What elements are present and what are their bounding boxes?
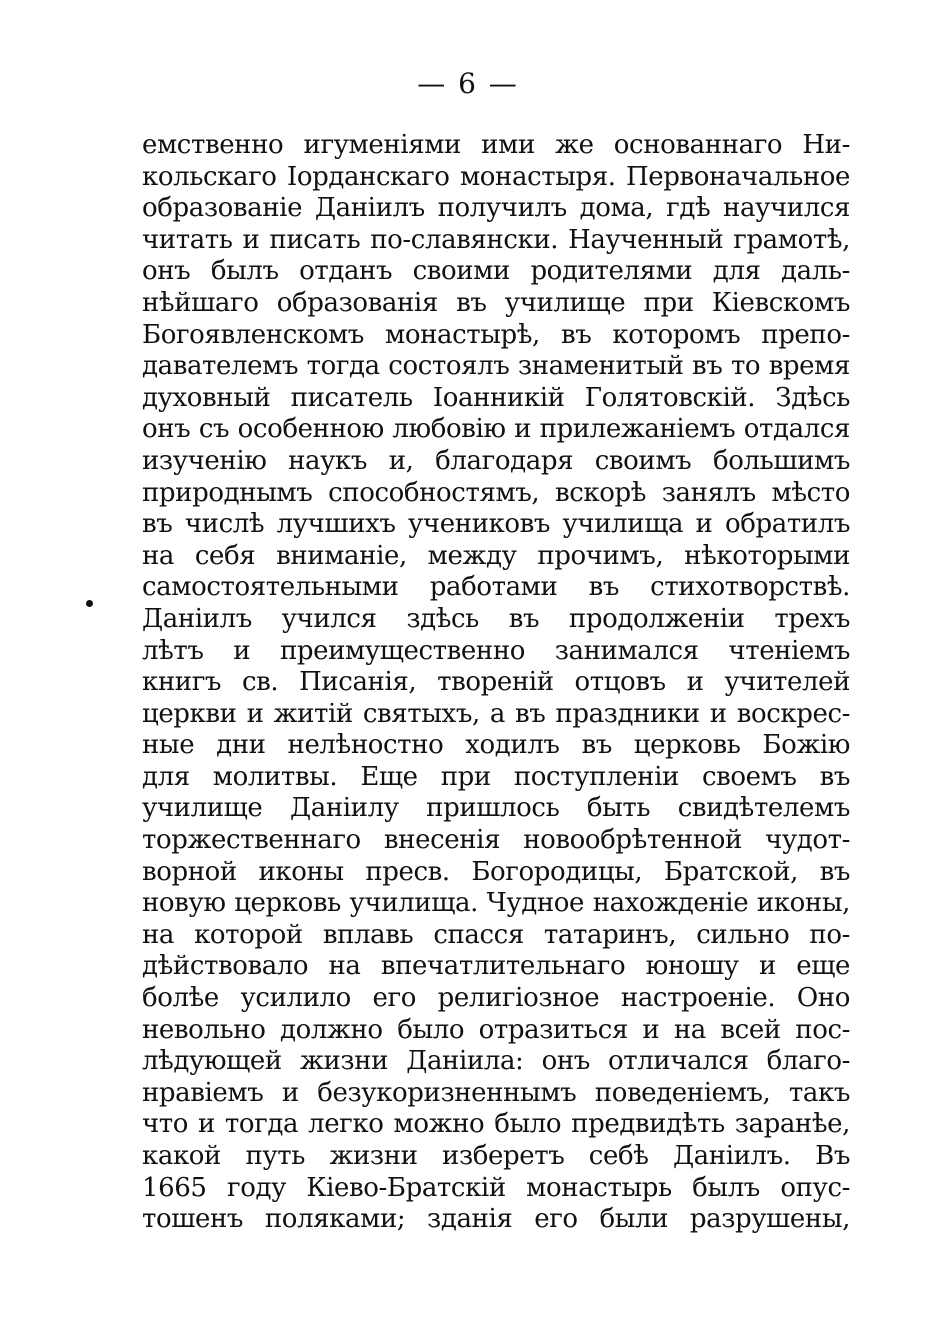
text-line: тошенъ поляками; зданія его были разрушены, (142, 1204, 850, 1235)
text-line: ворной иконы пресв. Богородицы, Братской, въ (142, 856, 850, 887)
text-line: образованіе Даніилъ получилъ дома, гдѣ научился (142, 193, 850, 224)
text-line: торжественнаго внесенія новообрѣтенной чудот- (142, 825, 850, 856)
text-line: нѣйшаго образованія въ училище при Кіевскомъ (142, 287, 850, 318)
text-line: какой путь жизни изберетъ себѣ Даніилъ. Въ (142, 1141, 850, 1171)
text-line: духовный писатель Іоанникій Голятовскій. Здѣсь (142, 382, 850, 413)
text-line: ные дни нелѣностно ходилъ въ церковь Божію (142, 730, 850, 761)
text-line: онъ съ особенною любовію и прилежаніемъ отдался (142, 414, 850, 445)
text-line: дѣйствовало на впечатлительнаго юношу и еще (142, 951, 850, 982)
text-line: невольно должно было отразиться и на всей пос- (142, 1014, 850, 1045)
text-line: училище Даніилу пришлось быть свидѣтелемъ (142, 793, 850, 824)
text-line: емственно игуменіями ими же основаннаго Ни- (142, 130, 850, 160)
text-line: нравіемъ и безукоризненнымъ поведеніемъ, такъ (142, 1077, 850, 1108)
text-line: Богоявленскомъ монастырѣ, въ которомъ препо- (142, 319, 850, 350)
text-line: природнымъ способностямъ, вскорѣ занялъ мѣсто (142, 477, 850, 508)
text-line: 1665 году Кіево-Братскій монастырь былъ опус- (142, 1172, 850, 1203)
ink-speck (86, 600, 93, 607)
text-line: новую церковь училища. Чудное нахожденіе иконы, (142, 888, 850, 919)
body-text (142, 130, 850, 1236)
text-line: въ числѣ лучшихъ учениковъ училища и обратилъ (142, 509, 850, 540)
page-number: — 6 — (417, 67, 519, 100)
text-line: Даніилъ учился здѣсь въ продолженіи трехъ (142, 603, 850, 634)
text-line: церкви и житій святыхъ, а въ праздники и воскрес- (142, 698, 850, 729)
text-line: читать и писать по-славянски. Наученный грамотѣ, (142, 224, 850, 255)
text-line: на которой вплавь спасся татаринъ, сильно по- (142, 919, 850, 950)
text-line: лѣдующей жизни Даніила: онъ отличался благо- (142, 1046, 850, 1077)
text-line: на себя вниманіе, между прочимъ, нѣкоторыми (142, 540, 850, 571)
text-line: самостоятельными работами въ стихотворствѣ. (142, 572, 850, 603)
text-line: давателемъ тогда состоялъ знаменитый въ то время (142, 351, 850, 382)
text-line: книгъ св. Писанія, твореній отцовъ и учителей (142, 667, 850, 698)
text-line: изученію наукъ и, благодаря своимъ большимъ (142, 445, 850, 476)
text-line: для молитвы. Еще при поступленіи своемъ въ (142, 761, 850, 792)
text-line: что и тогда легко можно было предвидѣть заранѣе, (142, 1109, 850, 1140)
text-line: болѣе усилило его религіозное настроеніе. Оно (142, 983, 850, 1014)
text-line: лѣтъ и преимущественно занимался чтеніемъ (142, 635, 850, 666)
text-line: онъ былъ отданъ своими родителями для даль- (142, 256, 850, 287)
text-line: кольскаго Іорданскаго монастыря. Первоначальное (142, 161, 850, 192)
